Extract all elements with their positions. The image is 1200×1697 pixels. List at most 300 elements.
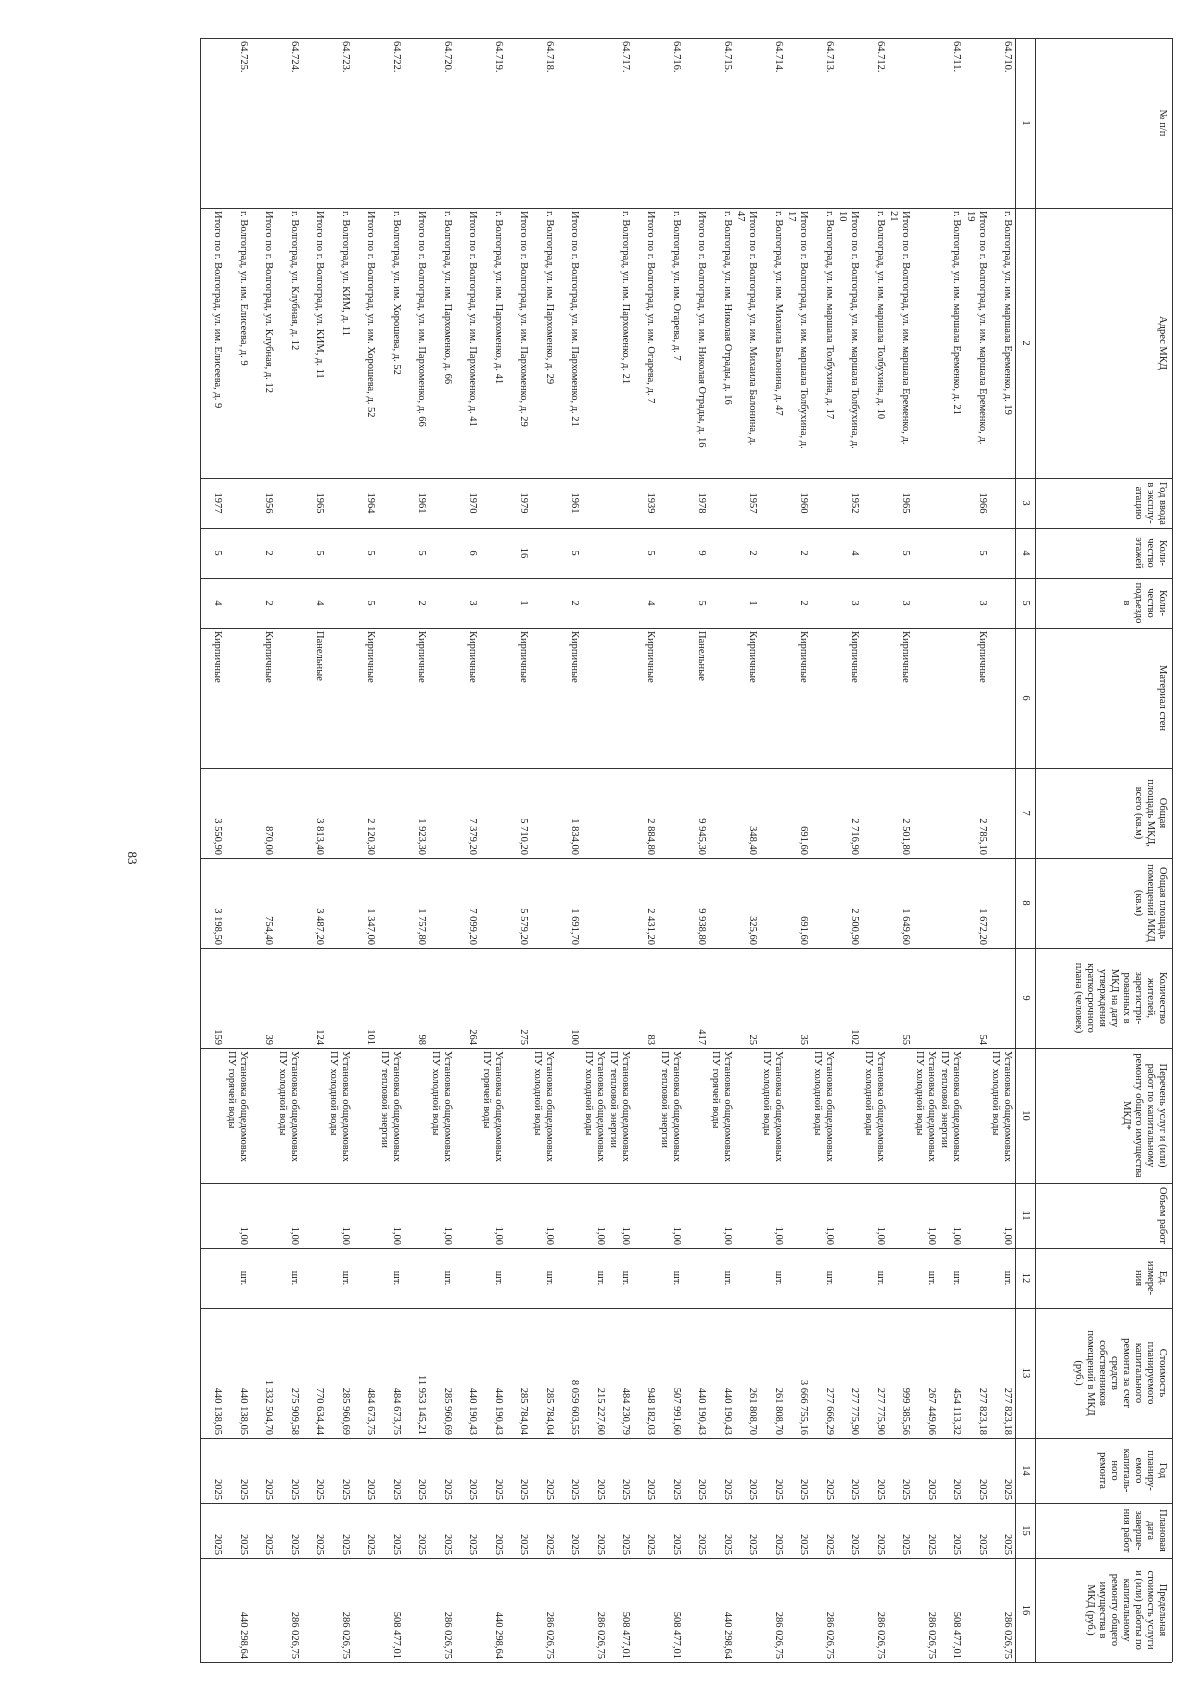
cell-plan-year-text: 2025 [543, 1479, 555, 1500]
cell-plan-year-text: 2025 [900, 1479, 912, 1500]
cell-plan-year-text: 2025 [1002, 1479, 1013, 1500]
cell-address-text: Итого по г. Волгоград, ул. им. Пархоменко, д. 66 [416, 211, 428, 427]
cell-planned-cost-text: 484 673,75 [390, 1387, 402, 1435]
cell-row-number-text: 64.725. [237, 41, 249, 73]
cell-work-list-text: Установка общедомовых ПУ холодной воды [276, 1051, 300, 1163]
cell-unit-text: шт. [543, 1270, 555, 1286]
cell-total-area-text: 9 945,30 [696, 818, 708, 855]
cell-work-volume-text: 1,00 [772, 1226, 784, 1245]
column-number-12-text: 12 [1020, 1272, 1031, 1284]
cell-work-list-text: Установка общедомовых ПУ холодной воды [327, 1051, 351, 1163]
cell-plan-year-text: 2025 [441, 1479, 453, 1500]
cell-entrances-text: 3 [976, 600, 988, 606]
cell-limit-cost-text: 286 026,75 [339, 1611, 351, 1659]
cell-year-built-text: 1952 [849, 492, 861, 514]
cell-row-number-text: 64.723. [339, 41, 351, 73]
header-address-text: Адрес МКД [1157, 316, 1168, 370]
cell-wall-material-text: Кирпичные [900, 631, 912, 683]
cell-entrances-text: 5 [365, 600, 377, 606]
cell-row-number-text: 64.720. [441, 41, 453, 73]
cell-end-date-text: 2025 [237, 1534, 249, 1555]
cell-total-area-text: 691,60 [798, 826, 810, 855]
cell-planned-cost-text: 948 182,03 [645, 1387, 657, 1435]
column-number-9-text: 9 [1020, 995, 1031, 1001]
cell-end-date-text: 2025 [416, 1534, 428, 1555]
cell-address-text: г. Волгоград, ул. им. Пархоменко, д. 41 [492, 211, 504, 385]
cell-end-date-text: 2025 [288, 1534, 300, 1555]
number-row-divider [1015, 38, 1016, 1662]
cell-planned-cost-text: 440 138,05 [237, 1387, 249, 1435]
cell-end-date-text: 2025 [747, 1534, 759, 1555]
cell-end-date-text: 2025 [951, 1534, 963, 1555]
cell-end-date-text: 2025 [518, 1534, 530, 1555]
cell-floors-text: 6 [467, 550, 479, 556]
cell-end-date-text: 2025 [543, 1534, 555, 1555]
cell-entrances-text: 1 [747, 600, 759, 606]
cell-planned-cost-text: 277 823,18 [1002, 1387, 1013, 1435]
cell-total-area-text: 2 785,10 [976, 818, 988, 855]
column-divider [200, 628, 1172, 629]
cell-floors-text: 2 [263, 550, 275, 556]
cell-work-list-text: Установка общедомовых ПУ тепловой энергии [378, 1051, 402, 1163]
header-limit-cost-text: Предельная стоимость услуги и (или) работы по капитальному ремонту общего имущества в МКД (руб.) [1085, 1570, 1168, 1650]
cell-year-built-text: 1978 [696, 492, 708, 514]
cell-wall-material-text: Кирпичные [416, 631, 428, 683]
cell-address-text: Итого по г. Волгоград, ул. им. Пархоменко, д. 29 [518, 211, 530, 427]
column-divider [200, 1183, 1172, 1184]
cell-work-list-text: Установка общедомовых ПУ холодной воды [760, 1051, 784, 1163]
cell-limit-cost-text: 440 298,64 [721, 1611, 733, 1659]
cell-limit-cost-text: 286 026,75 [543, 1611, 555, 1659]
cell-wall-material-text: Кирпичные [212, 631, 224, 683]
cell-address-text: г. Волгоград, ул. им. Пархоменко, д. 21 [619, 211, 631, 385]
cell-planned-cost-text: 267 449,06 [925, 1387, 937, 1435]
cell-unit-text: шт. [237, 1270, 249, 1286]
cell-residents-text: 98 [416, 1034, 428, 1045]
cell-plan-year-text: 2025 [390, 1479, 402, 1500]
cell-address-text: Итого по г. Волгоград, ул. им. Огарева, д. 7 [645, 211, 657, 404]
cell-limit-cost-text: 286 026,75 [823, 1611, 835, 1659]
cell-entrances-text: 4 [645, 600, 657, 606]
cell-unit-text: шт. [823, 1270, 835, 1286]
cell-planned-cost-text: 3 666 755,16 [798, 1379, 810, 1435]
cell-residents-text: 54 [976, 1034, 988, 1045]
cell-address-text: г. Волгоград, ул. им. маршала Толбухина, д. 10 [874, 211, 886, 420]
cell-address-text: г. Волгоград, ул. им. Хорошева, д. 52 [390, 211, 402, 375]
column-divider [200, 478, 1172, 479]
column-divider [200, 1248, 1172, 1249]
cell-row-number-text: 64.722. [390, 41, 402, 73]
cell-wall-material-text: Кирпичные [467, 631, 479, 683]
cell-address-text: г. Волгоград, ул. им. маршала Еременко, д. 21 [951, 211, 963, 415]
cell-plan-year-text: 2025 [237, 1479, 249, 1500]
cell-address-text: Итого по г. Волгоград, ул. Клубная, д. 12 [263, 211, 275, 393]
cell-limit-cost-text: 508 477,01 [390, 1611, 402, 1659]
cell-end-date-text: 2025 [492, 1534, 504, 1555]
cell-end-date-text: 2025 [569, 1534, 581, 1555]
cell-work-volume-text: 1,00 [339, 1226, 351, 1245]
cell-residents-text: 124 [314, 1029, 326, 1045]
cell-entrances-text: 3 [900, 600, 912, 606]
cell-work-volume-text: 1,00 [721, 1226, 733, 1245]
header-floors-text: Коли- чество этажей [1133, 537, 1168, 569]
cell-entrances-text: 2 [263, 600, 275, 606]
cell-planned-cost-text: 999 385,56 [900, 1387, 912, 1435]
cell-rooms-area-text: 5 579,20 [518, 908, 530, 945]
cell-wall-material-text: Кирпичные [645, 631, 657, 683]
cell-plan-year-text: 2025 [492, 1479, 504, 1500]
cell-year-built-text: 1964 [365, 492, 377, 514]
cell-planned-cost-text: 440 138,05 [212, 1387, 224, 1435]
cell-entrances-text: 2 [416, 600, 428, 606]
cell-floors-text: 5 [569, 550, 581, 556]
cell-total-area-text: 5 710,20 [518, 818, 530, 855]
cell-planned-cost-text: 440 190,43 [492, 1387, 504, 1435]
cell-end-date-text: 2025 [263, 1534, 275, 1555]
column-number-5-text: 5 [1020, 600, 1031, 606]
cell-entrances-text: 2 [569, 600, 581, 606]
cell-plan-year-text: 2025 [925, 1479, 937, 1500]
cell-residents-text: 102 [849, 1029, 861, 1045]
column-divider [200, 578, 1172, 579]
cell-address-text: г. Волгоград, ул. им. Пархоменко, д. 66 [441, 211, 453, 385]
cell-end-date-text: 2025 [925, 1534, 937, 1555]
cell-unit-text: шт. [492, 1270, 504, 1286]
cell-plan-year-text: 2025 [670, 1479, 682, 1500]
cell-planned-cost-text: 215 227,60 [594, 1387, 606, 1435]
cell-unit-text: шт. [441, 1270, 453, 1286]
header-rooms-area-text: Общая площадь помещений МКД (кв.м) [1133, 864, 1168, 942]
cell-limit-cost-text: 286 026,75 [772, 1611, 784, 1659]
cell-year-built-text: 1957 [747, 492, 759, 514]
page-number: 83 [125, 851, 140, 865]
cell-end-date-text: 2025 [467, 1534, 479, 1555]
cell-plan-year-text: 2025 [416, 1479, 428, 1500]
cell-planned-cost-text: 277 666,29 [823, 1387, 835, 1435]
header-unit-text: Ед. измере- ния [1133, 1260, 1168, 1296]
cell-plan-year-text: 2025 [849, 1479, 861, 1500]
cell-plan-year-text: 2025 [594, 1479, 606, 1500]
cell-rooms-area-text: 9 938,80 [696, 908, 708, 945]
cell-unit-text: шт. [670, 1270, 682, 1286]
cell-address-text: Итого по г. Волгоград, ул. им. Елисеева, д. 9 [212, 211, 224, 409]
cell-address-text: г. Волгоград, ул. им. Огарева, д. 7 [670, 211, 682, 361]
cell-wall-material-text: Кирпичные [263, 631, 275, 683]
header-end-date-text: Плановая дата заверше- ния работ [1121, 1508, 1168, 1553]
cell-residents-text: 417 [696, 1029, 708, 1045]
cell-floors-text: 5 [976, 550, 988, 556]
column-number-3-text: 3 [1020, 500, 1031, 506]
cell-end-date-text: 2025 [670, 1534, 682, 1555]
cell-work-list-text: Установка общедомовых ПУ холодной воды [811, 1051, 835, 1163]
cell-total-area-text: 3 813,40 [314, 818, 326, 855]
column-number-6-text: 6 [1020, 695, 1031, 701]
cell-work-list-text: Установка общедомовых ПУ горячей воды [480, 1051, 504, 1163]
column-number-14-text: 14 [1020, 1465, 1031, 1476]
cell-row-number-text: 64.724. [288, 41, 300, 73]
cell-work-list-text: Установка общедомовых ПУ тепловой энергии [658, 1051, 682, 1163]
column-divider [200, 1438, 1172, 1439]
cell-plan-year-text: 2025 [696, 1479, 708, 1500]
cell-floors-text: 4 [849, 550, 861, 556]
cell-limit-cost-text: 440 298,64 [492, 1611, 504, 1659]
header-row-number-text: № п/п [1157, 109, 1168, 137]
cell-work-volume-text: 1,00 [619, 1226, 631, 1245]
cell-address-text: г. Волгоград, ул. Клубная, д. 12 [288, 211, 300, 351]
header-work-volume-text: Объем работ [1157, 1187, 1168, 1244]
cell-rooms-area-text: 1 757,80 [416, 908, 428, 945]
cell-limit-cost-text: 286 026,75 [1002, 1611, 1013, 1659]
cell-total-area-text: 1 834,00 [569, 818, 581, 855]
cell-address-text: г. Волгоград, ул. им. Николая Отрады, д. 16 [721, 211, 733, 405]
cell-address-text: Итого по г. Волгоград, ул. им. маршала Еременко, д. 21 [888, 211, 912, 445]
column-number-11-text: 11 [1020, 1210, 1031, 1221]
cell-address-text: Итого по г. Волгоград, ул. КИМ, д. 11 [314, 211, 326, 379]
cell-work-volume-text: 1,00 [823, 1226, 835, 1245]
cell-plan-year-text: 2025 [314, 1479, 326, 1500]
cell-address-text: Итого по г. Волгоград, ул. им. Хорошева, д. 52 [365, 211, 377, 418]
column-number-1-text: 1 [1020, 120, 1031, 126]
cell-end-date-text: 2025 [1002, 1534, 1013, 1555]
cell-year-built-text: 1965 [314, 492, 326, 514]
header-plan-year-text: Год планиру- емого капиталь- ного ремонта [1097, 1448, 1168, 1493]
cell-residents-text: 25 [747, 1034, 759, 1045]
cell-plan-year-text: 2025 [569, 1479, 581, 1500]
cell-planned-cost-text: 770 634,44 [314, 1387, 326, 1435]
cell-end-date-text: 2025 [849, 1534, 861, 1555]
cell-address-text: Итого по г. Волгоград, ул. им. Пархоменко, д. 41 [467, 211, 479, 427]
cell-floors-text: 16 [518, 547, 530, 559]
cell-limit-cost-text: 286 026,75 [288, 1611, 300, 1659]
cell-work-list-text: Установка общедомовых ПУ тепловой энергии [607, 1051, 631, 1163]
cell-residents-text: 100 [569, 1029, 581, 1045]
cell-end-date-text: 2025 [696, 1534, 708, 1555]
cell-work-list-text: Установка общедомовых ПУ холодной воды [429, 1051, 453, 1163]
cell-planned-cost-text: 484 673,75 [365, 1387, 377, 1435]
column-divider [200, 858, 1172, 859]
cell-end-date-text: 2025 [823, 1534, 835, 1555]
cell-planned-cost-text: 11 953 145,21 [416, 1375, 428, 1435]
cell-unit-text: шт. [339, 1270, 351, 1286]
cell-wall-material-text: Панельные [314, 631, 326, 681]
cell-address-text: Итого по г. Волгоград, ул. им. Пархоменко, д. 21 [569, 211, 581, 427]
column-number-10-text: 10 [1020, 1110, 1031, 1121]
column-number-8-text: 8 [1020, 900, 1031, 906]
cell-unit-text: шт. [288, 1270, 300, 1286]
cell-plan-year-text: 2025 [976, 1479, 988, 1500]
cell-work-list-text: Установка общедомовых ПУ холодной воды [913, 1051, 937, 1163]
column-divider [200, 208, 1172, 209]
cell-plan-year-text: 2025 [339, 1479, 351, 1500]
cell-planned-cost-text: 440 190,43 [721, 1387, 733, 1435]
cell-row-number-text: 64.711. [951, 41, 963, 73]
cell-unit-text: шт. [1002, 1270, 1013, 1286]
cell-planned-cost-text: 277 775,90 [874, 1387, 886, 1435]
cell-floors-text: 2 [747, 550, 759, 556]
cell-plan-year-text: 2025 [645, 1479, 657, 1500]
header-entrances-text: Коли- чество подъездо в [1121, 582, 1168, 624]
cell-work-volume-text: 1,00 [237, 1226, 249, 1245]
cell-end-date-text: 2025 [900, 1534, 912, 1555]
cell-planned-cost-text: 285 784,04 [543, 1387, 555, 1435]
cell-rooms-area-text: 2 500,90 [849, 908, 861, 945]
cell-address-text: г. Волгоград, ул. им. Михаила Балонина, д. 47 [772, 211, 784, 416]
cell-year-built-text: 1956 [263, 492, 275, 514]
cell-year-built-text: 1961 [416, 492, 428, 514]
cell-rooms-area-text: 1 691,70 [569, 908, 581, 945]
cell-row-number-text: 64.719. [492, 41, 504, 73]
cell-wall-material-text: Кирпичные [798, 631, 810, 683]
cell-work-volume-text: 1,00 [594, 1226, 606, 1245]
cell-end-date-text: 2025 [976, 1534, 988, 1555]
cell-unit-text: шт. [619, 1270, 631, 1286]
cell-work-list-text: Установка общедомовых ПУ горячей воды [709, 1051, 733, 1163]
cell-unit-text: шт. [390, 1270, 402, 1286]
cell-entrances-text: 4 [314, 600, 326, 606]
cell-work-list-text: Установка общедомовых ПУ тепловой энергии [939, 1051, 963, 1163]
cell-limit-cost-text: 508 477,01 [670, 1611, 682, 1659]
cell-plan-year-text: 2025 [772, 1479, 784, 1500]
cell-end-date-text: 2025 [212, 1534, 224, 1555]
cell-work-volume-text: 1,00 [874, 1226, 886, 1245]
cell-total-area-text: 7 379,20 [467, 818, 479, 855]
cell-rooms-area-text: 1 347,00 [365, 908, 377, 945]
cell-plan-year-text: 2025 [951, 1479, 963, 1500]
cell-planned-cost-text: 484 230,79 [619, 1387, 631, 1435]
cell-rooms-area-text: 1 672,20 [976, 908, 988, 945]
cell-year-built-text: 1939 [645, 492, 657, 514]
cell-work-list-text: Установка общедомовых ПУ холодной воды [862, 1051, 886, 1163]
cell-limit-cost-text: 440 298,64 [237, 1611, 249, 1659]
cell-wall-material-text: Кирпичные [747, 631, 759, 683]
column-divider [200, 1308, 1172, 1309]
cell-floors-text: 2 [798, 550, 810, 556]
column-divider [200, 1048, 1172, 1049]
cell-floors-text: 9 [696, 550, 708, 556]
column-divider [200, 948, 1172, 949]
cell-planned-cost-text: 8 059 603,55 [569, 1379, 581, 1435]
cell-year-built-text: 1966 [976, 492, 988, 514]
cell-row-number-text: 64.715. [721, 41, 733, 73]
cell-residents-text: 35 [798, 1034, 810, 1045]
cell-limit-cost-text: 286 026,75 [925, 1611, 937, 1659]
cell-entrances-text: 3 [467, 600, 479, 606]
column-divider [200, 768, 1172, 769]
cell-work-volume-text: 1,00 [390, 1226, 402, 1245]
cell-wall-material-text: Панельные [696, 631, 708, 681]
cell-rooms-area-text: 754,40 [263, 916, 275, 945]
cell-plan-year-text: 2025 [747, 1479, 759, 1500]
cell-planned-cost-text: 285 784,04 [518, 1387, 530, 1435]
cell-wall-material-text: Кирпичные [365, 631, 377, 683]
cell-end-date-text: 2025 [874, 1534, 886, 1555]
cell-residents-text: 101 [365, 1029, 377, 1045]
cell-address-text: г. Волгоград, ул. им. маршала Толбухина, д. 17 [823, 211, 835, 420]
cell-end-date-text: 2025 [441, 1534, 453, 1555]
cell-floors-text: 5 [416, 550, 428, 556]
cell-entrances-text: 4 [212, 600, 224, 606]
cell-row-number-text: 64.717. [619, 41, 631, 73]
column-number-15-text: 15 [1020, 1525, 1031, 1536]
cell-rooms-area-text: 7 099,20 [467, 908, 479, 945]
cell-end-date-text: 2025 [721, 1534, 733, 1555]
cell-plan-year-text: 2025 [823, 1479, 835, 1500]
cell-floors-text: 5 [645, 550, 657, 556]
cell-end-date-text: 2025 [365, 1534, 377, 1555]
cell-address-text: г. Волгоград, ул. им. маршала Еременко, д. 19 [1002, 211, 1013, 415]
cell-limit-cost-text: 286 026,75 [441, 1611, 453, 1659]
header-residents-text: Количество жителей, зарегистри- рованных в МКД на дату утверждения краткосрочного плана (человек) [1073, 962, 1168, 1034]
cell-rooms-area-text: 325,60 [747, 916, 759, 945]
cell-plan-year-text: 2025 [467, 1479, 479, 1500]
header-planned-cost-text: Стоимость планируемого капитального ремонта за счет средств собственников помещений в МКД (руб.) [1073, 1330, 1168, 1416]
cell-plan-year-text: 2025 [798, 1479, 810, 1500]
cell-total-area-text: 1 923,30 [416, 818, 428, 855]
cell-work-list-text: Установка общедомовых ПУ холодной воды [531, 1051, 555, 1163]
cell-work-volume-text: 1,00 [441, 1226, 453, 1245]
cell-end-date-text: 2025 [339, 1534, 351, 1555]
cell-entrances-text: 2 [798, 600, 810, 606]
cell-row-number-text: 64.710. [1002, 41, 1013, 73]
column-divider [200, 1558, 1172, 1559]
cell-work-volume-text: 1,00 [543, 1226, 555, 1245]
cell-wall-material-text: Кирпичные [849, 631, 861, 683]
cell-address-text: Итого по г. Волгоград, ул. им. Михаила Балонина, д. 47 [735, 211, 759, 446]
header-total-area-text: Общая площадь МКД, всего (кв.м) [1133, 779, 1168, 847]
header-year-built-text: Год ввода в эксплу- атацию [1133, 482, 1168, 525]
cell-total-area-text: 870,00 [263, 826, 275, 855]
cell-residents-text: 39 [263, 1034, 275, 1045]
cell-unit-text: шт. [594, 1270, 606, 1286]
cell-entrances-text: 5 [696, 600, 708, 606]
cell-limit-cost-text: 508 477,01 [619, 1611, 631, 1659]
cell-wall-material-text: Кирпичные [569, 631, 581, 683]
cell-end-date-text: 2025 [390, 1534, 402, 1555]
column-divider [200, 38, 1172, 39]
cell-floors-text: 5 [365, 550, 377, 556]
cell-entrances-text: 3 [849, 600, 861, 606]
header-wall-material-text: Материал стен [1157, 665, 1168, 731]
cell-plan-year-text: 2025 [619, 1479, 631, 1500]
cell-address-text: Итого по г. Волгоград, ул. им. маршала Толбухина, д. 17 [786, 211, 810, 449]
cell-plan-year-text: 2025 [263, 1479, 275, 1500]
cell-year-built-text: 1965 [900, 492, 912, 514]
cell-residents-text: 159 [212, 1029, 224, 1045]
cell-residents-text: 264 [467, 1029, 479, 1045]
cell-planned-cost-text: 507 991,60 [670, 1387, 682, 1435]
cell-total-area-text: 2 716,90 [849, 818, 861, 855]
cell-planned-cost-text: 261 808,70 [747, 1387, 759, 1435]
cell-address-text: г. Волгоград, ул. КИМ, д. 11 [339, 211, 351, 336]
cell-end-date-text: 2025 [798, 1534, 810, 1555]
cell-work-volume-text: 1,00 [670, 1226, 682, 1245]
cell-unit-text: шт. [951, 1270, 963, 1286]
cell-planned-cost-text: 440 190,43 [696, 1387, 708, 1435]
column-number-4-text: 4 [1020, 550, 1031, 556]
cell-limit-cost-text: 508 477,01 [951, 1611, 963, 1659]
column-number-13-text: 13 [1020, 1367, 1031, 1379]
cell-unit-text: шт. [772, 1270, 784, 1286]
cell-rooms-area-text: 3 198,50 [212, 908, 224, 945]
cell-row-number-text: 64.713. [823, 41, 835, 73]
cell-unit-text: шт. [874, 1270, 886, 1286]
cell-work-volume-text: 1,00 [951, 1226, 963, 1245]
cell-year-built-text: 1960 [798, 492, 810, 514]
cell-floors-text: 5 [212, 550, 224, 556]
cell-plan-year-text: 2025 [288, 1479, 300, 1500]
cell-work-list-text: Установка общедомовых ПУ холодной воды [990, 1051, 1013, 1163]
cell-address-text: Итого по г. Волгоград, ул. им. маршала Еременко, д. 19 [964, 211, 988, 445]
